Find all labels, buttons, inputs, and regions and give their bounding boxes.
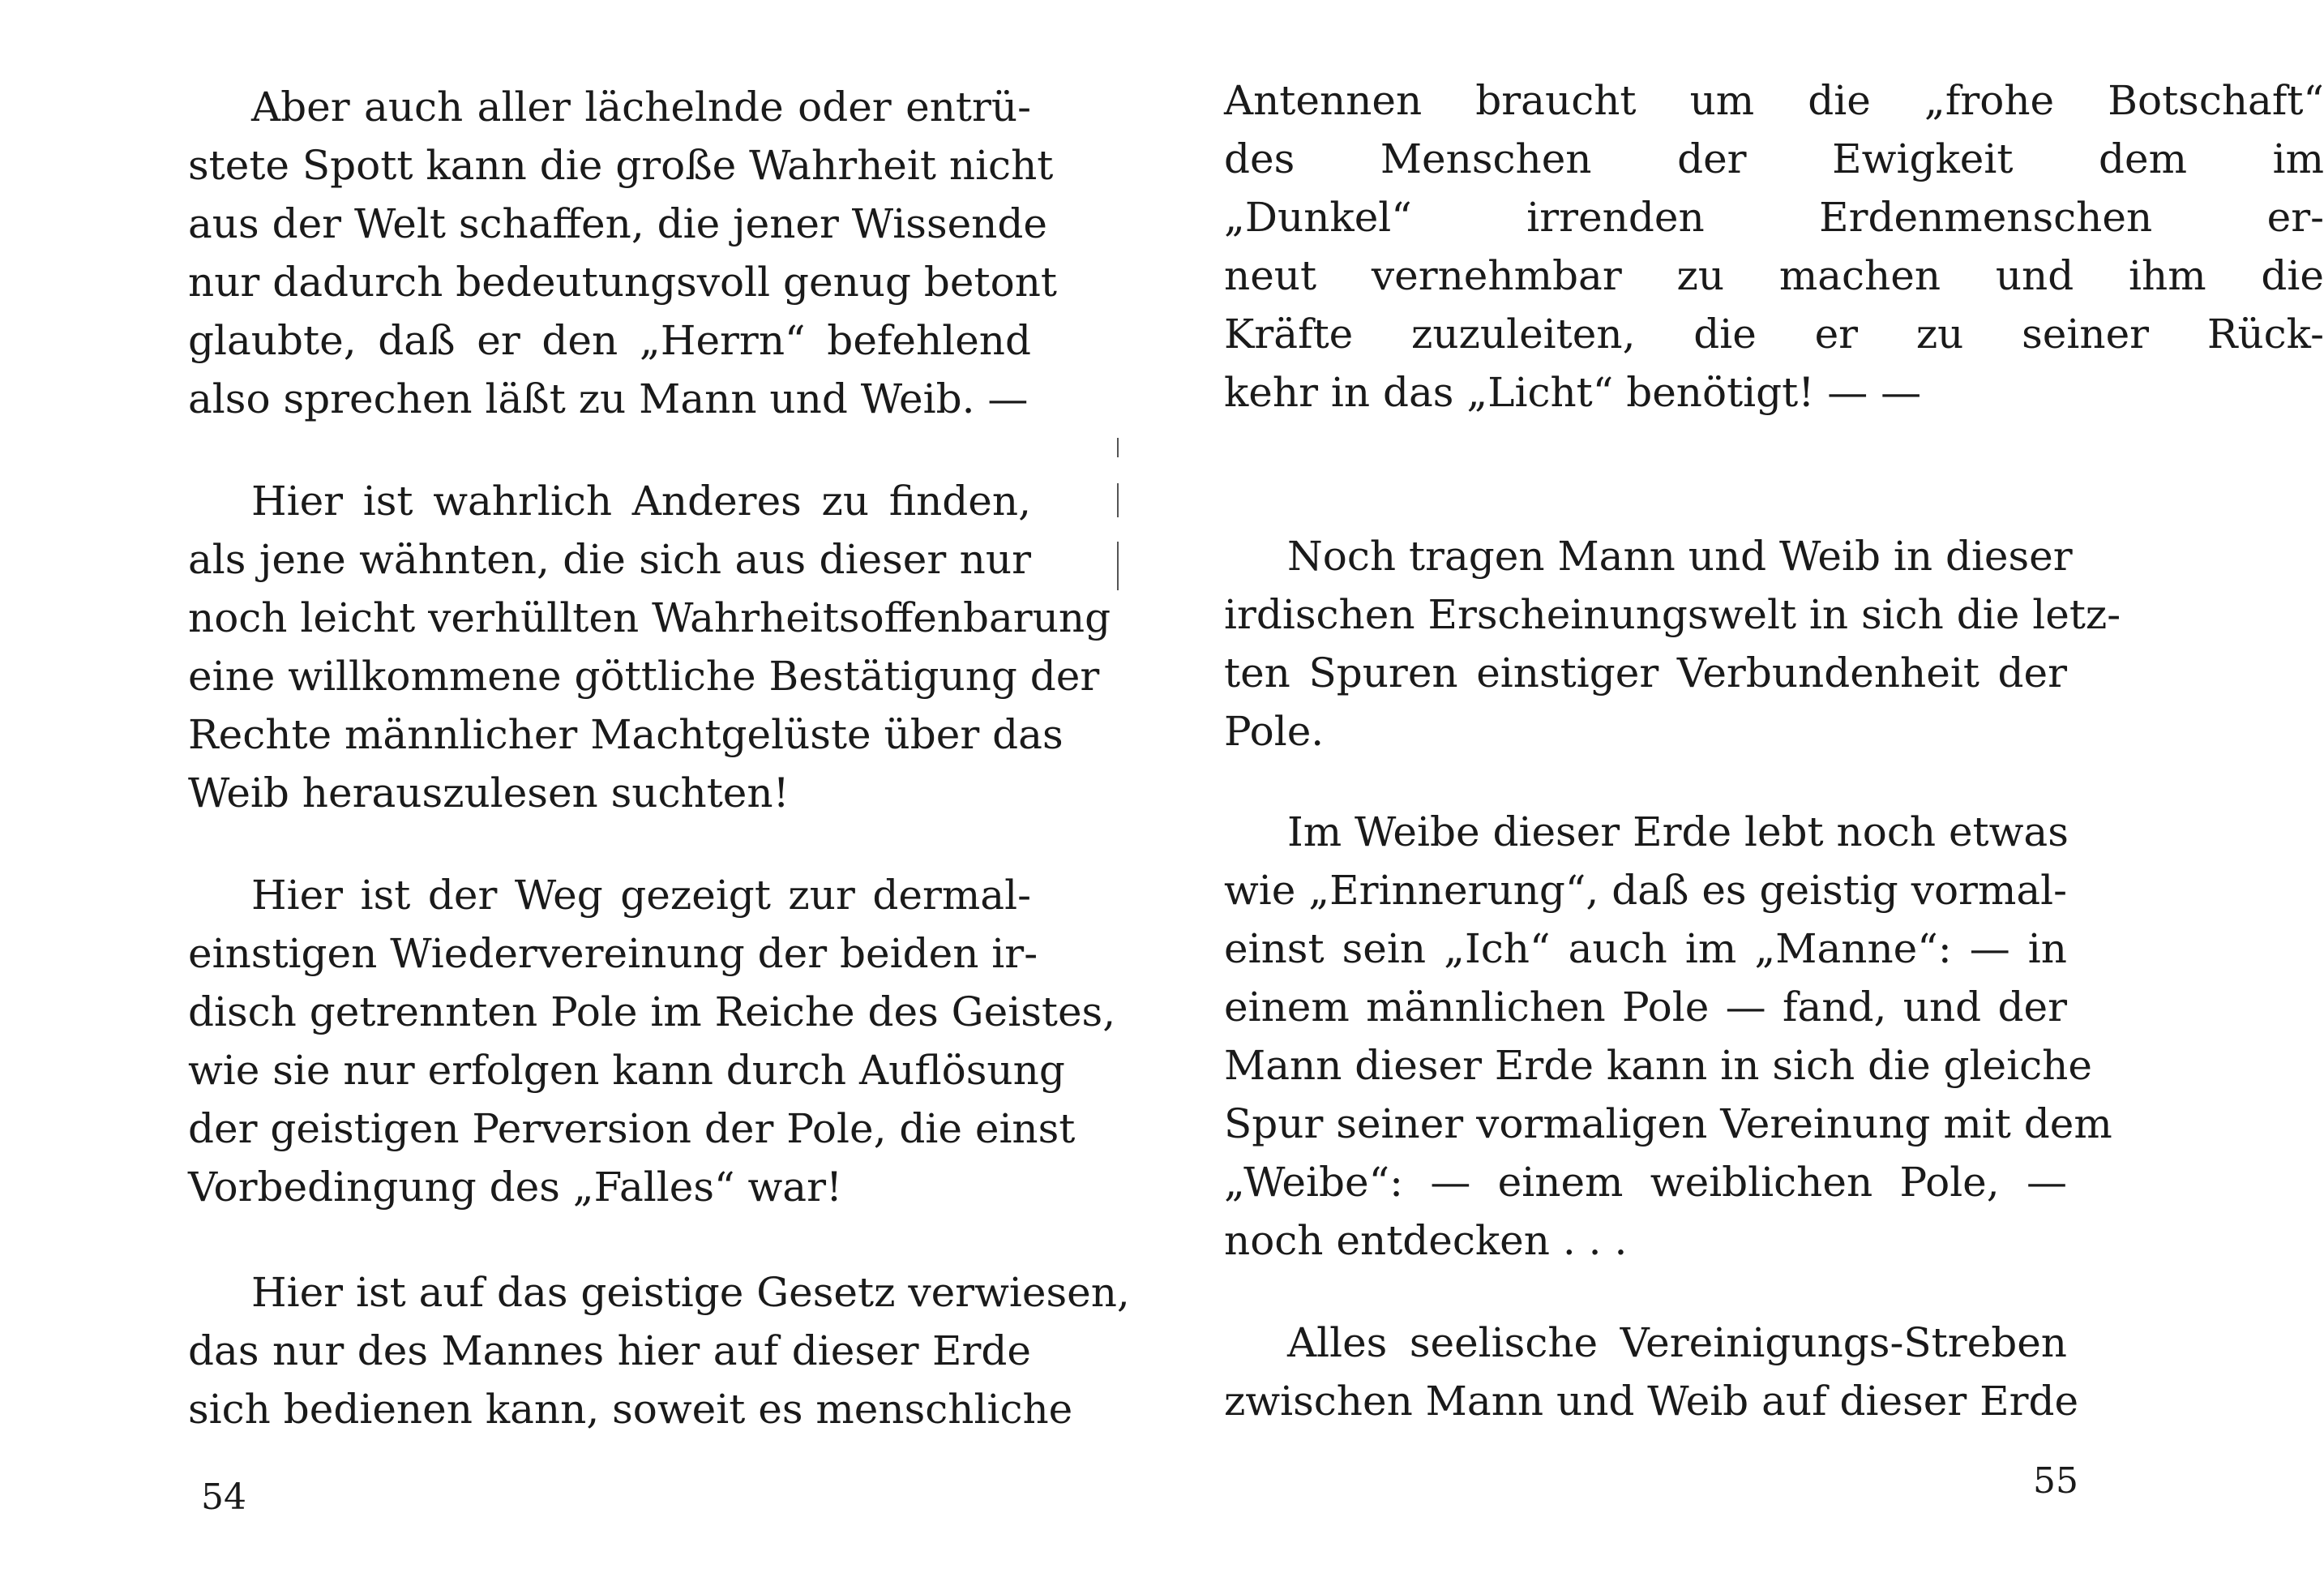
text-line: stete Spott kann die große Wahrheit nicht [188,142,1054,189]
text-line: einstigen Wiedervereinung der beiden ir- [188,930,1038,977]
text-line: Kräfte zuzuleiten, die er zu seiner Rück- [1224,311,2324,358]
text-line: Vorbedingung des „Falles“ war! [188,1164,843,1211]
right-paragraph-4 [1224,1314,2079,1430]
text-line: Mann dieser Erde kann in sich die gleiche [1224,1042,2092,1089]
text-line: aus der Welt schaffen, die jener Wissende [188,200,1047,247]
text-line: zwischen Mann und Weib auf dieser Erde [1224,1378,2079,1425]
text-line: Weib herauszulesen suchten! [188,769,790,817]
text-line: Hier ist der Weg gezeigt zur dermal- [251,872,1031,919]
text-line: „Weibe“: — einem weiblichen Pole, — [1224,1159,2067,1206]
text-line: Alles seelische Vereinigungs-Streben [1287,1319,2067,1366]
text-line: glaubte, daß er den „Herrn“ befehlend [188,317,1031,364]
right-page [1074,0,2324,1573]
right-paragraph-1 [1224,71,2324,422]
text-line: „Dunkel“ irrenden Erdenmenschen er- [1224,194,2324,241]
text-line: Antennen braucht um die „frohe Botschaft“ [1224,77,2324,124]
left-paragraph-1 [188,78,1057,428]
text-line: des Menschen der Ewigkeit dem im [1224,135,2324,182]
text-line: Noch tragen Mann und Weib in dieser [1287,533,2073,580]
text-line: das nur des Mannes hier auf dieser Erde [188,1327,1031,1374]
text-line: Hier ist auf das geistige Gesetz verwiesen, [251,1269,1130,1316]
text-line: wie sie nur erfolgen kann durch Auflösung [188,1047,1065,1094]
text-line: Rechte männlicher Machtgelüste über das [188,711,1064,758]
text-line: disch getrennten Pole im Reiche des Geistes, [188,988,1116,1035]
text-line: Im Weibe dieser Erde lebt noch etwas [1287,808,2069,855]
text-line: also sprechen läßt zu Mann und Weib. — [188,375,1029,422]
text-line: noch entdecken . . . [1224,1217,1628,1264]
right-paragraph-3 [1224,803,2112,1270]
left-paragraph-3 [188,866,1116,1216]
text-line: ten Spuren einstiger Verbundenheit der [1224,649,2067,696]
text-line: Aber auch aller lächelnde oder entrü- [251,84,1031,131]
text-line: wie „Erinnerung“, daß es geistig vormal- [1224,867,2068,914]
text-line: Spur seiner vormaligen Vereinung mit dem [1224,1100,2112,1147]
left-page [0,0,1130,1573]
page-number-left: 54 [201,1477,246,1518]
text-line: kehr in das „Licht“ benötigt! — — [1224,369,1922,416]
left-paragraph-4 [188,1263,1130,1438]
text-line: einst sein „Ich“ auch im „Manne“: — in [1224,925,2067,972]
text-line: der geistigen Perversion der Pole, die einst [188,1105,1076,1152]
text-line: noch leicht verhüllten Wahrheitsoffenbarung [188,594,1111,641]
text-line: als jene wähnten, die sich aus dieser nur [188,536,1031,583]
text-line: nur dadurch bedeutungsvoll genug betont [188,259,1057,306]
page-number-right: 55 [2033,1460,2078,1502]
text-line: Pole. [1224,708,1325,755]
text-line: neut vernehmbar zu machen und ihm die [1224,252,2324,299]
text-line: Hier ist wahrlich Anderes zu finden, [251,478,1031,525]
left-paragraph-2 [188,472,1111,822]
right-paragraph-2 [1224,527,2121,761]
text-line: eine willkommene göttliche Bestätigung der [188,653,1100,700]
text-line: einem männlichen Pole — fand, und der [1224,984,2067,1031]
text-line: sich bedienen kann, soweit es menschliche [188,1386,1073,1433]
text-line: irdischen Erscheinungswelt in sich die letz- [1224,591,2121,638]
